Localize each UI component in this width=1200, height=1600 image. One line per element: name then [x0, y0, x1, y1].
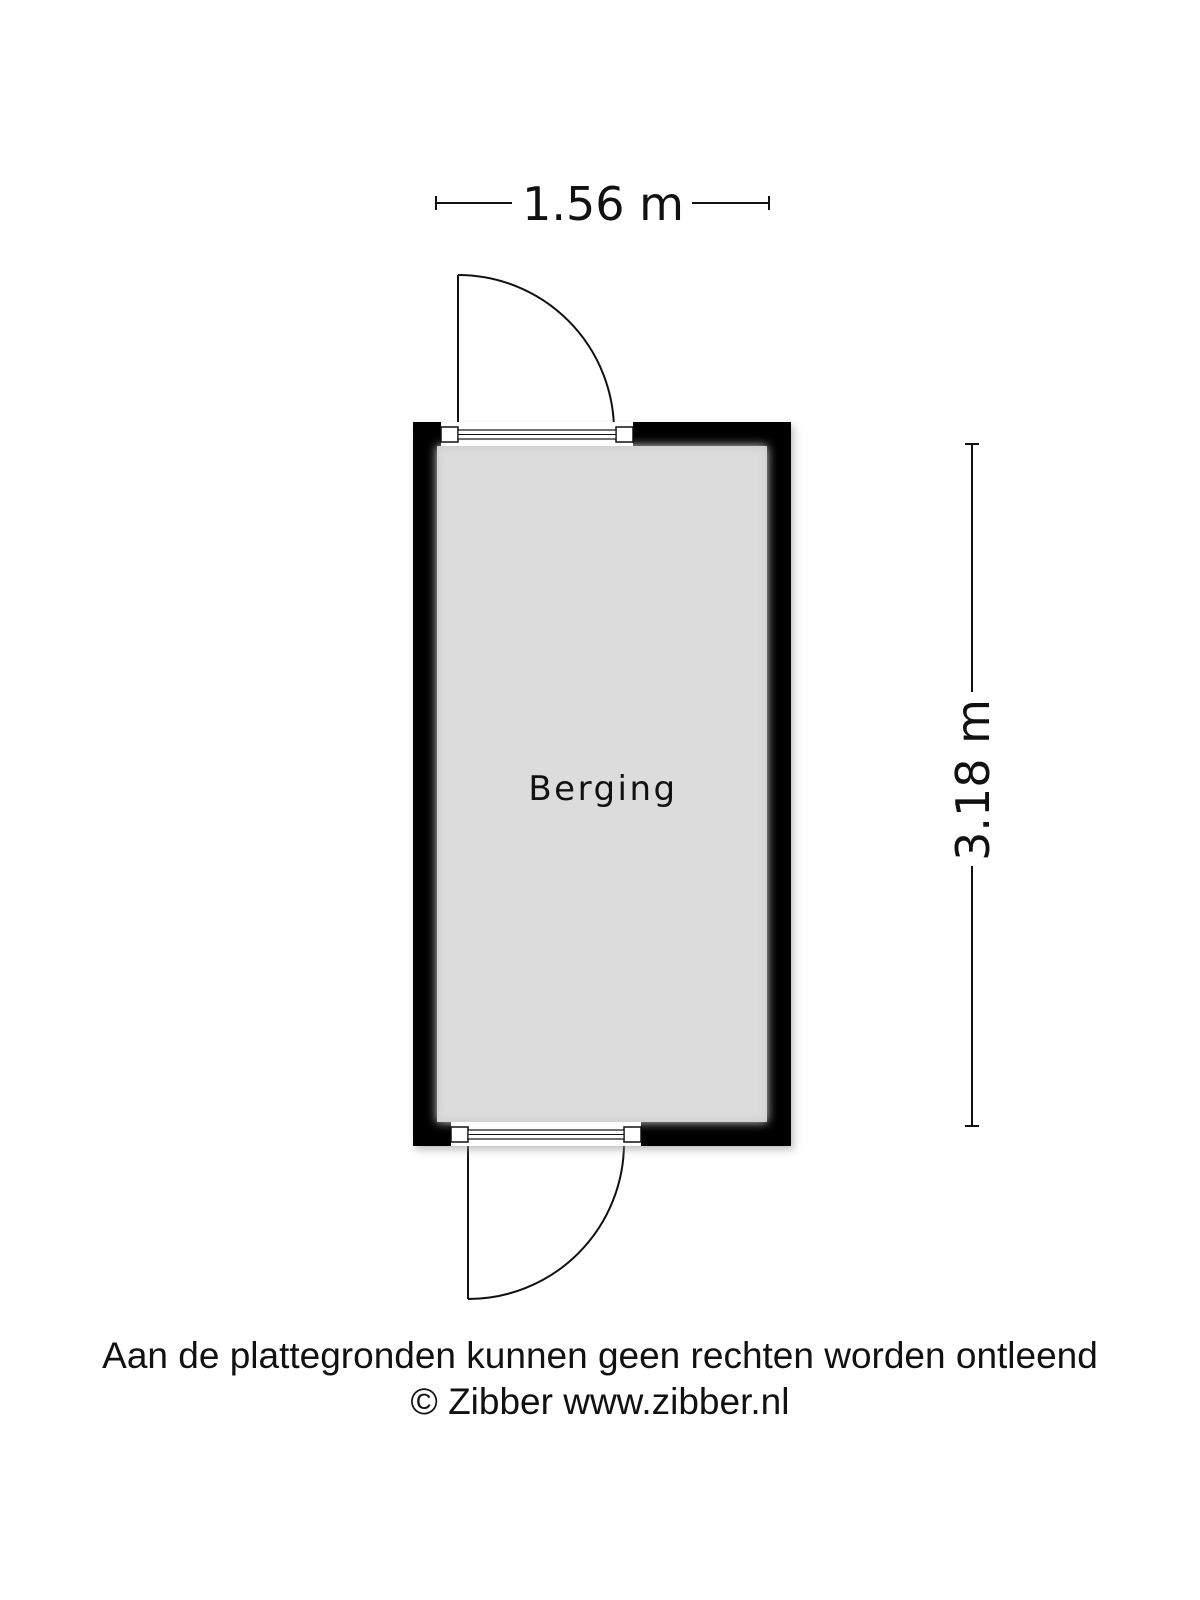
- copyright-text: © Zibber www.zibber.nl: [410, 1381, 790, 1422]
- bottom-door-opening: [451, 1122, 641, 1146]
- bottom-door: [468, 1143, 624, 1299]
- bottom-door-swing-arc: [468, 1143, 624, 1299]
- height-dimension: [946, 444, 1000, 1126]
- width-dimension-label: 1.56 m: [522, 177, 684, 231]
- top-door-jamb-right: [616, 427, 633, 442]
- room-label: Berging: [528, 769, 678, 809]
- disclaimer-text: Aan de plattegronden kunnen geen rechten worden ontleend: [102, 1335, 1098, 1376]
- top-door-jamb-left: [441, 427, 458, 442]
- width-dimension: [436, 177, 769, 231]
- bottom-door-jamb-right: [624, 1127, 641, 1142]
- height-dimension-label: 3.18 m: [946, 699, 1000, 861]
- top-door: [458, 275, 614, 431]
- top-door-opening: [441, 422, 633, 446]
- top-door-swing-arc: [458, 275, 614, 431]
- bottom-door-jamb-left: [451, 1127, 468, 1142]
